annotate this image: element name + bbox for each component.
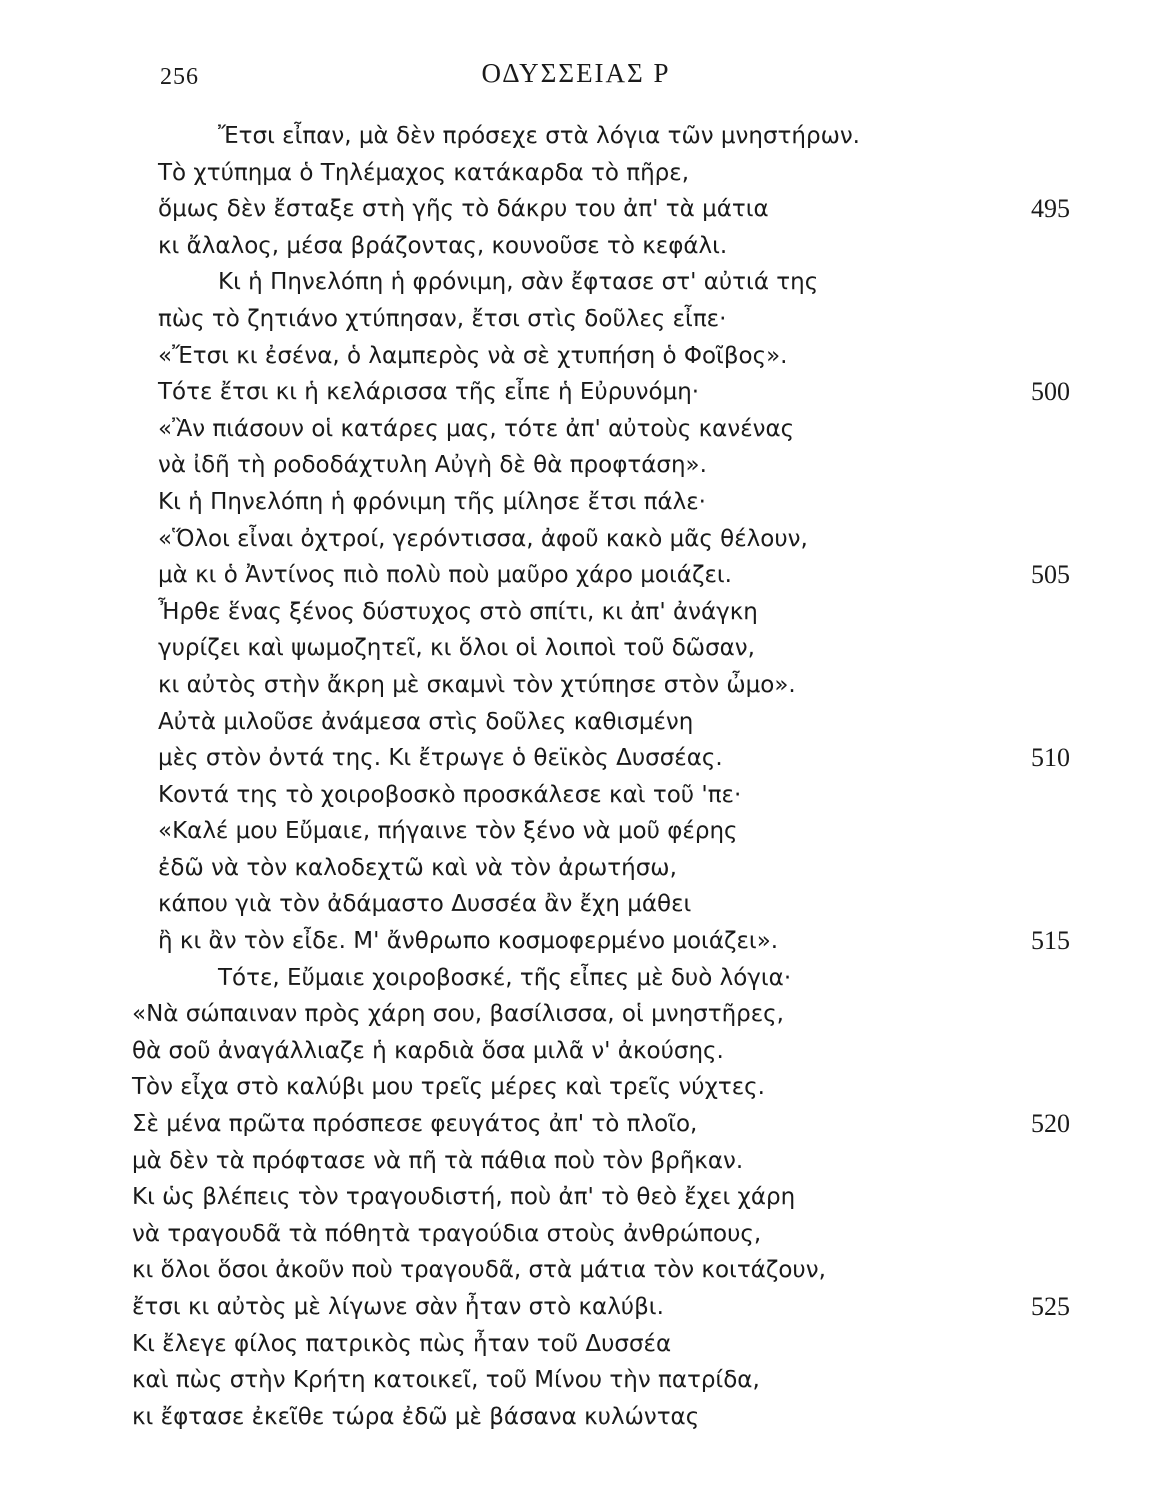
verse-line-text: μὰ δὲν τὰ πρόφτασε νὰ πῆ τὰ πάθια ποὺ τὸν βρῆκαν. (132, 1147, 744, 1174)
verse-line-text: κι αὐτὸς στὴν ἄκρη μὲ σκαμνὶ τὸν χτύπησε στὸν ὦμο». (158, 671, 796, 698)
verse-line-text: ἔτσι κι αὐτὸς μὲ λίγωνε σὰν ἦταν στὸ καλύβι. (132, 1294, 664, 1320)
verse-line (120, 813, 1070, 850)
verse-line (120, 374, 1070, 411)
verse-line (120, 1069, 1070, 1106)
verse-line-text: κι ὅλοι ὅσοι ἀκοῦν ποὺ τραγουδᾶ, στὰ μάτια τὸν κοιτάζουν, (132, 1257, 826, 1284)
verse-line (120, 557, 1070, 594)
verse-line-text: κι ἔφτασε ἐκεῖθε τώρα ἐδῶ μὲ βάσανα κυλώντας (132, 1403, 700, 1430)
verse-line-text: «Ἂν πιάσουν οἱ κατάρες μας, τότε ἀπ' αὐτοὺς κανένας (158, 415, 795, 442)
verse-line (120, 264, 1070, 301)
line-number: 500 (1031, 377, 1070, 407)
verse-line-text: Τότε ἔτσι κι ἡ κελάρισσα τῆς εἶπε ἡ Εὐρυνόμη· (158, 379, 700, 406)
line-number: 515 (1031, 926, 1070, 956)
verse-line (120, 923, 1070, 960)
verse-line-text: Κι ὡς βλέπεις τὸν τραγουδιστή, ποὺ ἀπ' τὸ θεὸ ἔχει χάρη (132, 1184, 796, 1211)
running-head: ΟΔΥΣΣΕΙΑΣ Ρ (481, 58, 671, 88)
verse-line-text: μὰ κι ὁ Ἀντίνος πιὸ πολὺ ποὺ μαῦρο χάρο μοιάζει. (158, 562, 732, 589)
verse-line-text: νὰ ἰδῆ τὴ ροδοδάχτυλη Αὐγὴ δὲ θὰ προφτάση». (158, 452, 707, 479)
verse-line (120, 1289, 1070, 1326)
verse-line (120, 484, 1070, 521)
verse-line (120, 338, 1070, 375)
verse-line-text: κι ἄλαλος, μέσα βράζοντας, κουνοῦσε τὸ κεφάλι. (158, 232, 728, 259)
verse-line (120, 191, 1070, 228)
verse-line (120, 1399, 1070, 1436)
verse-line (120, 960, 1070, 997)
verse-line-text: ἐδῶ νὰ τὸν καλοδεχτῶ καὶ νὰ τὸν ἀρωτήσω, (158, 854, 677, 881)
verse-line-text: «Νὰ σώπαιναν πρὸς χάρη σου, βασίλισσα, οἱ μνηστῆρες, (132, 1001, 784, 1028)
verse-line (120, 594, 1070, 631)
verse-line (120, 411, 1070, 448)
verse-block (120, 118, 1070, 1435)
verse-line-text: «Ἔτσι κι ἐσένα, ὁ λαμπερὸς νὰ σὲ χτυπήση ὁ Φοῖβος». (158, 342, 788, 369)
verse-line-text: νὰ τραγουδᾶ τὰ πόθητὰ τραγούδια στοὺς ἀνθρώπους, (132, 1220, 762, 1247)
verse-line-text: γυρίζει καὶ ψωμοζητεῖ, κι ὅλοι οἱ λοιποὶ τοῦ δῶσαν, (158, 635, 755, 662)
verse-line (120, 155, 1070, 192)
page-number: 256 (160, 64, 199, 90)
verse-line-text: Κι ἔλεγε φίλος πατρικὸς πὼς ἦταν τοῦ Δυσσέα (132, 1330, 672, 1357)
verse-line-text: καὶ πὼς στὴν Κρήτη κατοικεῖ, τοῦ Μίνου τὴν πατρίδα, (132, 1367, 760, 1394)
verse-line-text: «Ὅλοι εἶναι ὀχτροί, γερόντισσα, ἀφοῦ κακὸ μᾶς θέλουν, (158, 525, 808, 552)
verse-line (120, 1216, 1070, 1253)
line-number: 505 (1031, 560, 1070, 590)
verse-line (120, 228, 1070, 265)
verse-line-text: Ἦρθε ἕνας ξένος δύστυχος στὸ σπίτι, κι ἀπ' ἀνάγκη (158, 598, 758, 625)
verse-line-text: θὰ σοῦ ἀναγάλλιαζε ἡ καρδιὰ ὅσα μιλᾶ ν' ἀκούσης. (132, 1037, 724, 1064)
verse-line (120, 777, 1070, 814)
verse-line (120, 1179, 1070, 1216)
verse-line-text: Ἔτσι εἶπαν, μὰ δὲν πρόσεχε στὰ λόγια τῶν μνηστήρων. (218, 123, 860, 149)
verse-line (120, 1143, 1070, 1180)
verse-line-text: Αὐτὰ μιλοῦσε ἀνάμεσα στὶς δοῦλες καθισμένη (158, 708, 694, 735)
verse-line-text: Τὸ χτύπημα ὁ Τηλέμαχος κατάκαρδα τὸ πῆρε, (158, 159, 689, 186)
verse-line-text: ὅμως δὲν ἔσταξε στὴ γῆς τὸ δάκρυ του ἀπ' τὰ μάτια (158, 196, 769, 223)
verse-line-text: Κι ἡ Πηνελόπη ἡ φρόνιμη, σὰν ἔφτασε στ' αὐτιά της (218, 269, 819, 296)
line-number: 520 (1031, 1109, 1070, 1139)
verse-line-text: Κι ἡ Πηνελόπη ἡ φρόνιμη τῆς μίλησε ἔτσι πάλε· (158, 488, 706, 515)
verse-line-text: ἢ κι ἂν τὸν εἶδε. Μ' ἄνθρωπο κοσμοφερμένο μοιάζει». (158, 928, 779, 955)
verse-line-text: Τότε, Εὔμαιε χοιροβοσκέ, τῆς εἶπες μὲ δυὸ λόγια· (218, 964, 792, 991)
verse-line (120, 447, 1070, 484)
verse-line (120, 996, 1070, 1033)
verse-line-text: Σὲ μένα πρῶτα πρόσπεσε φευγάτος ἀπ' τὸ πλοῖο, (132, 1111, 698, 1138)
verse-line-text: πὼς τὸ ζητιάνο χτύπησαν, ἔτσι στὶς δοῦλες εἶπε· (158, 305, 727, 332)
verse-line (120, 1362, 1070, 1399)
verse-line-text: κάπου γιὰ τὸν ἀδάμαστο Δυσσέα ἂν ἔχη μάθει (158, 891, 692, 918)
verse-line (120, 521, 1070, 558)
verse-line-text: Τὸν εἶχα στὸ καλύβι μου τρεῖς μέρες καὶ τρεῖς νύχτες. (132, 1074, 765, 1101)
verse-line (120, 1326, 1070, 1363)
verse-line (120, 630, 1070, 667)
verse-line-text: μὲς στὸν ὀντά της. Κι ἔτρωγε ὁ θεϊκὸς Δυσσέας. (158, 745, 723, 772)
verse-line (120, 704, 1070, 741)
verse-line (120, 850, 1070, 887)
verse-line-text: «Καλέ μου Εὔμαιε, πήγαινε τὸν ξένο νὰ μοῦ φέρης (158, 818, 738, 845)
verse-line (120, 301, 1070, 338)
line-number: 525 (1031, 1292, 1070, 1321)
verse-line (120, 1106, 1070, 1143)
verse-line (120, 1033, 1070, 1070)
verse-line (120, 886, 1070, 923)
verse-line (120, 118, 1070, 155)
line-number: 510 (1031, 743, 1070, 773)
verse-line-text: Κοντά της τὸ χοιροβοσκὸ προσκάλεσε καὶ τοῦ 'πε· (158, 781, 742, 808)
line-number: 495 (1031, 194, 1070, 224)
verse-line (120, 1252, 1070, 1289)
verse-line (120, 667, 1070, 704)
verse-line (120, 740, 1070, 777)
